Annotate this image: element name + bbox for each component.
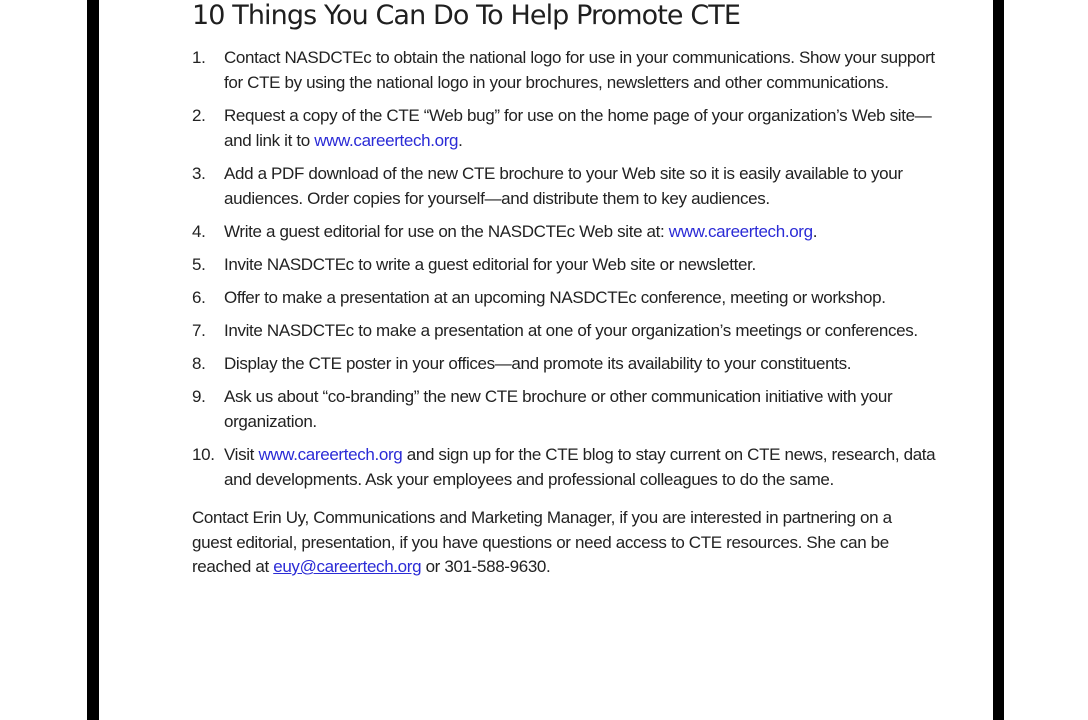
list-item — [192, 45, 952, 95]
list-item-text-part: Write a guest editorial for use on the NASDCTEc Web site at: — [224, 222, 669, 241]
list-item-number: 8. — [192, 354, 206, 373]
list-item-text: Add a PDF download of the new CTE brochure to your Web site so it is easily available to your audiences. Order copies for yourself—and distribute them to key audiences. — [224, 164, 903, 208]
list-item-number: 6. — [192, 288, 206, 307]
list-item-number: 5. — [192, 255, 206, 274]
list-item-text-part: Visit — [224, 445, 259, 464]
list-item — [192, 285, 952, 310]
list-item-number: 9. — [192, 387, 206, 406]
list-item — [192, 103, 952, 153]
list-item-text — [224, 106, 931, 150]
list-item-number: 4. — [192, 222, 206, 241]
list-item-number: 1. — [192, 48, 206, 67]
list-item — [192, 219, 952, 244]
page-frame-left — [87, 0, 99, 720]
list-item-text: Invite NASDCTEc to make a presentation at one of your organization’s meetings or conferences. — [224, 321, 918, 340]
list-item-number: 10. — [192, 445, 215, 464]
contact-paragraph — [192, 506, 927, 580]
list-item-text: Contact NASDCTEc to obtain the national logo for use in your communications. Show your support for CTE by using the national logo in your brochures, newsletters and other communications. — [224, 48, 935, 92]
list-item-text — [224, 445, 935, 489]
list-item — [192, 252, 952, 277]
page-title: 10 Things You Can Do To Help Promote CTE — [192, 0, 741, 31]
page-frame-right — [993, 0, 1004, 720]
list-item — [192, 384, 952, 434]
list-item-text: Ask us about “co-branding” the new CTE brochure or other communication initiative with your organization. — [224, 387, 893, 431]
list-item-number: 3. — [192, 164, 206, 183]
list-item — [192, 442, 952, 492]
list-item-text-part: . — [458, 131, 463, 150]
list-item-text-part: Request a copy of the CTE “Web bug” for use on the home page of your organization’s Web site—and link it to — [224, 106, 932, 150]
list-item-text-part: . — [812, 222, 818, 241]
list-item-number: 2. — [192, 106, 206, 125]
list-item-text: Display the CTE poster in your offices—and promote its availability to your constituents. — [224, 354, 852, 373]
list-item-text: Invite NASDCTEc to write a guest editorial for your Web site or newsletter. — [224, 255, 756, 274]
careertech-link[interactable]: www.careertech.org — [314, 131, 459, 150]
list-item-number: 7. — [192, 321, 206, 340]
list-item-text — [224, 222, 817, 241]
list-item-text: Offer to make a presentation at an upcoming NASDCTEc conference, meeting or workshop. — [224, 288, 886, 307]
list-item — [192, 318, 952, 343]
contact-phone-text: or 301-588-9630. — [421, 557, 551, 576]
list-item-text-part: and sign up for the CTE blog to stay current on CTE news, research, data and developments. Ask your employees and professional colleagues to do the same. — [224, 445, 936, 489]
contact-text: Contact Erin Uy, Communications and Marketing Manager, if you are interested in partnering on a guest editorial, presentation, if you have questions or need access to CTE resources. She can be reached at — [192, 508, 892, 576]
careertech-link[interactable]: www.careertech.org — [668, 222, 813, 241]
list-item — [192, 161, 952, 211]
tips-list — [192, 45, 952, 492]
document-page — [99, 0, 993, 720]
document-content — [192, 0, 952, 580]
list-item — [192, 351, 952, 376]
careertech-link[interactable]: www.careertech.org — [258, 445, 403, 464]
email-link[interactable]: euy@careertech.org — [273, 557, 422, 576]
